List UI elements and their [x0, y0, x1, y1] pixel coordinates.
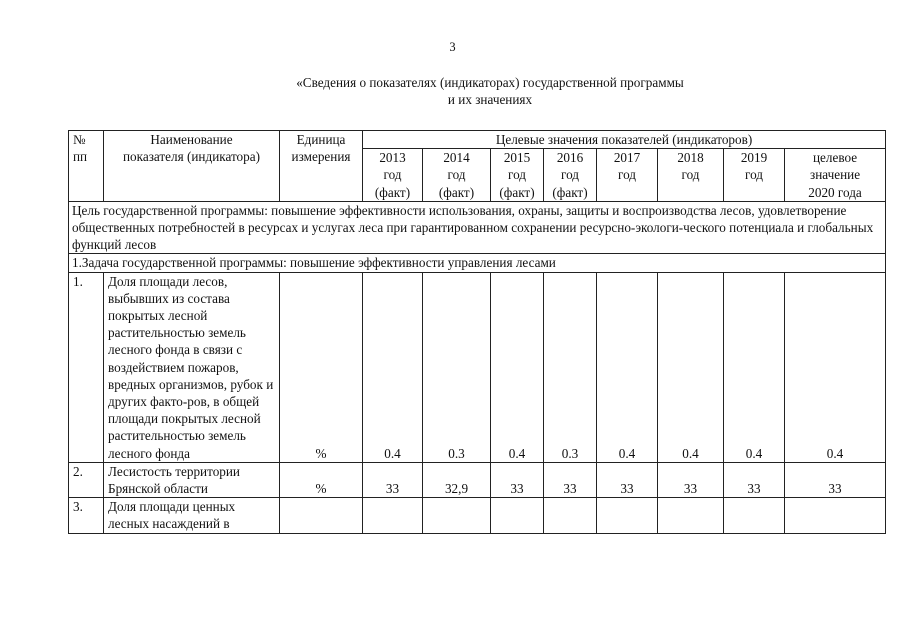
value-2020-target — [785, 498, 886, 533]
value-2017: 33 — [597, 462, 658, 497]
indicators-table-wrapper — [68, 130, 886, 534]
row-number: 1. — [69, 272, 104, 462]
title-line-1: «Сведения о показателях (индикаторах) государственной программы — [296, 75, 684, 90]
header-year-2018: 2018 год — [658, 149, 724, 202]
value-2019: 33 — [724, 462, 785, 497]
header-year-2013: 2013 год (факт) — [363, 149, 423, 202]
value-2018: 33 — [658, 462, 724, 497]
value-2017 — [597, 498, 658, 533]
indicator-unit — [280, 498, 363, 533]
value-2014 — [423, 498, 491, 533]
value-2014: 0.3 — [423, 272, 491, 462]
program-task-text: 1.Задача государственной программы: повышение эффективности управления лесами — [69, 254, 886, 272]
value-2015: 33 — [491, 462, 544, 497]
indicator-name: Лесистость территории Брянской области — [104, 462, 280, 497]
indicator-name: Доля площади лесов, выбывших из состава покрытых лесной растительностью земель лесного фонда в связи с воздействием пожаров, вредных организмов, рубок и других факто-ров, в общей площади покрытых лесной растительностью земель лесного фонда — [104, 272, 280, 462]
indicator-unit: % — [280, 272, 363, 462]
program-goal-text: Цель государственной программы: повышение эффективности использования, охраны, защиты и воспроизводства лесов, удовлетворение общественных потребностей в ресурсах и услугах леса при гарантированном сохранении ресурсно-экологи-ческого потенциала и глобальных функций лесов — [69, 201, 886, 254]
indicators-table — [68, 130, 886, 534]
task-row — [69, 254, 886, 272]
header-year-2015: 2015 год (факт) — [491, 149, 544, 202]
table-row — [69, 498, 886, 533]
value-2016: 33 — [544, 462, 597, 497]
indicator-unit: % — [280, 462, 363, 497]
value-2018: 0.4 — [658, 272, 724, 462]
header-name: Наименование показателя (индикатора) — [104, 131, 280, 202]
value-2018 — [658, 498, 724, 533]
title-line-2: и их значениях — [447, 92, 533, 107]
value-2019 — [724, 498, 785, 533]
value-2016 — [544, 498, 597, 533]
row-number: 3. — [69, 498, 104, 533]
value-2013: 33 — [363, 462, 423, 497]
document-title — [0, 74, 905, 108]
header-year-2019: 2019 год — [724, 149, 785, 202]
value-2013: 0.4 — [363, 272, 423, 462]
header-year-2016: 2016 год (факт) — [544, 149, 597, 202]
header-row-1 — [69, 131, 886, 149]
value-2015 — [491, 498, 544, 533]
value-2019: 0.4 — [724, 272, 785, 462]
table-row — [69, 272, 886, 462]
table-row — [69, 462, 886, 497]
value-2013 — [363, 498, 423, 533]
header-target-values: Целевые значения показателей (индикаторов) — [363, 131, 886, 149]
value-2020-target: 33 — [785, 462, 886, 497]
goal-row — [69, 201, 886, 254]
header-target-2020: целевое значение 2020 года — [785, 149, 886, 202]
value-2017: 0.4 — [597, 272, 658, 462]
header-num: № пп — [69, 131, 104, 202]
header-year-2014: 2014 год (факт) — [423, 149, 491, 202]
row-number: 2. — [69, 462, 104, 497]
header-year-2017: 2017 год — [597, 149, 658, 202]
value-2016: 0.3 — [544, 272, 597, 462]
header-unit: Единица измерения — [280, 131, 363, 202]
indicator-name: Доля площади ценных лесных насаждений в — [104, 498, 280, 533]
value-2020-target: 0.4 — [785, 272, 886, 462]
page-number: 3 — [449, 40, 456, 54]
value-2014: 32,9 — [423, 462, 491, 497]
value-2015: 0.4 — [491, 272, 544, 462]
